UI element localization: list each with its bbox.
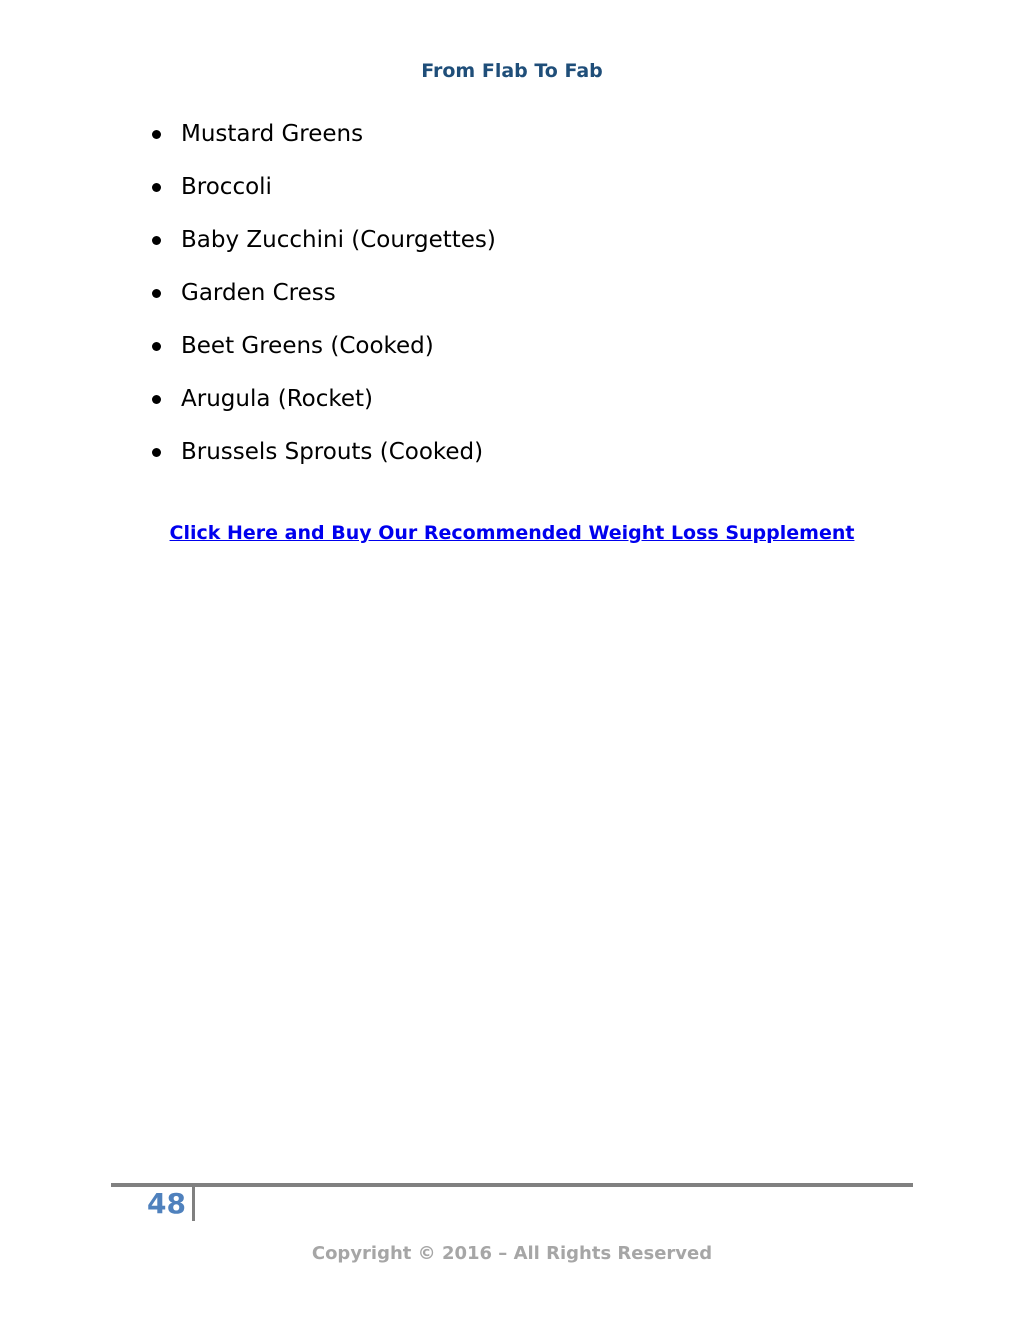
copyright-text: Copyright © 2016 – All Rights Reserved [311,1243,713,1264]
list-item-label: Arugula (Rocket) [181,386,374,412]
page-header-title: From Flab To Fab [421,60,603,82]
bullet-icon [152,395,161,404]
bullet-icon [152,236,161,245]
list-item-label: Beet Greens (Cooked) [181,333,434,359]
buy-supplement-link[interactable]: Click Here and Buy Our Recommended Weight Loss Supplement [169,522,855,544]
bullet-icon [152,130,161,139]
list-item-label: Garden Cress [181,280,336,306]
page-number-divider [192,1187,195,1221]
list-item-label: Brussels Sprouts (Cooked) [181,439,484,465]
list-item-label: Baby Zucchini (Courgettes) [181,227,496,253]
bullet-icon [152,183,161,192]
list-item-label: Broccoli [181,174,272,200]
list-item-label: Mustard Greens [181,121,364,147]
bullet-icon [152,448,161,457]
bullet-icon [152,289,161,298]
page-number: 48 [147,1187,186,1220]
footer-divider [111,1183,913,1187]
bullet-icon [152,342,161,351]
